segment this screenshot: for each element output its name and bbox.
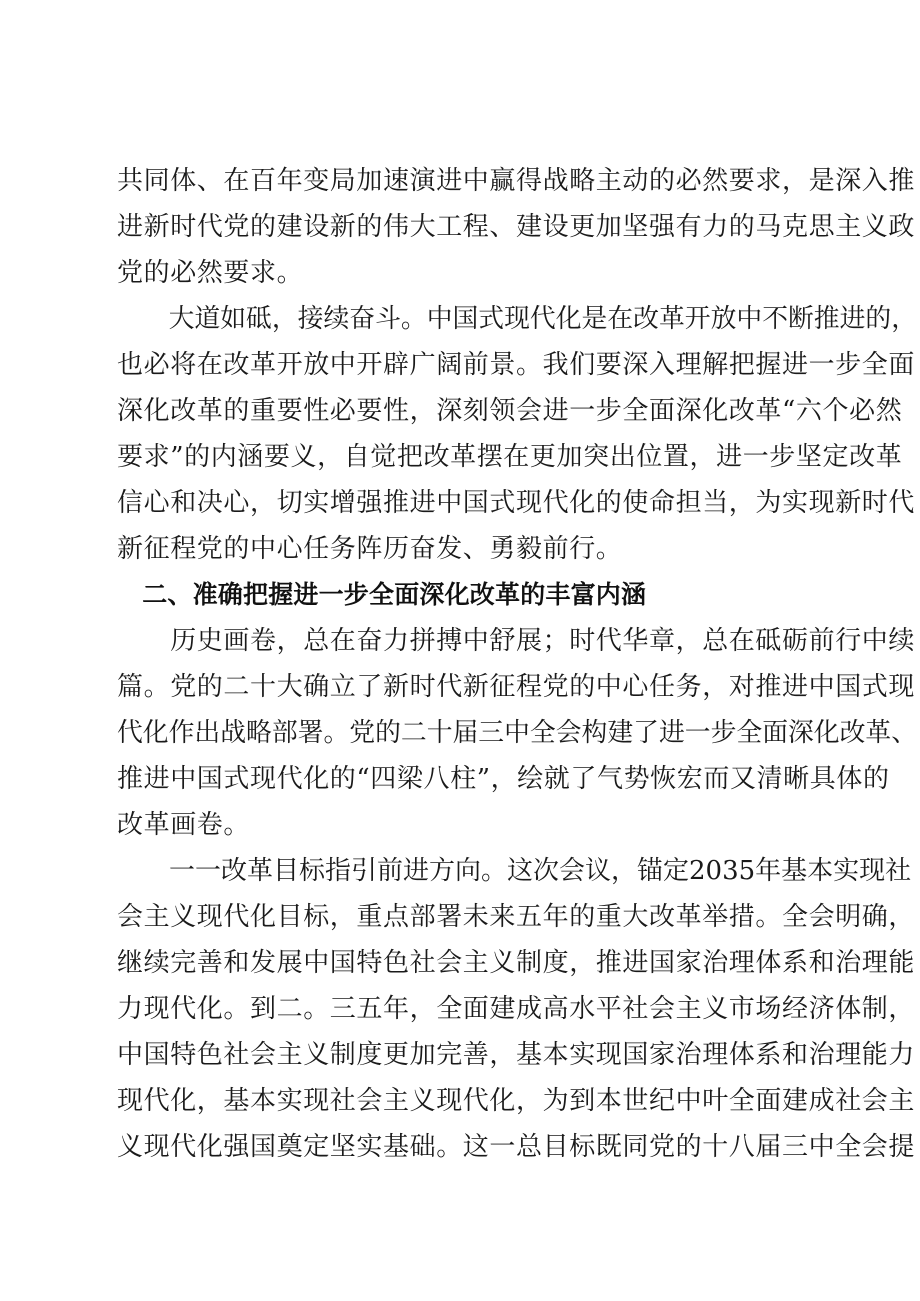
paragraph-line: 新征程党的中心任务阵历奋发、勇毅前行。 bbox=[117, 534, 623, 564]
paragraph-line: 大道如砥，接续奋斗。中国式现代化是在改革开放中不断推进的， bbox=[117, 304, 918, 334]
paragraph-line: 义现代化强国奠定坚实基础。这一总目标既同党的十八届三中全会提 bbox=[117, 1132, 916, 1162]
paragraph-line: 会主义现代化目标，重点部署未来五年的重大改革举措。全会明确， bbox=[117, 902, 916, 932]
paragraph-line: 要求”的内涵要义，自觉把改革摆在更加突出位置，进一步坚定改革 bbox=[117, 442, 903, 472]
paragraph-line: 力现代化。到二。三五年，全面建成高水平社会主义市场经济体制， bbox=[117, 994, 916, 1024]
paragraph-line: 中国特色社会主义制度更加完善，基本实现国家治理体系和治理能力 bbox=[117, 1040, 916, 1070]
paragraph-line: 进新时代党的建设新的伟大工程、建设更加坚强有力的马克思主义政 bbox=[117, 212, 916, 242]
paragraph-line: 信心和决心，切实增强推进中国式现代化的使命担当，为实现新时代 bbox=[117, 488, 916, 518]
paragraph-line: 党的必然要求。 bbox=[117, 258, 304, 288]
paragraph-line: 一一改革目标指引前进方向。这次会议，锚定2035年基本实现社 bbox=[117, 856, 912, 886]
paragraph-line: 篇。党的二十大确立了新时代新征程党的中心任务，对推进中国式现 bbox=[117, 672, 916, 702]
paragraph-line: 深化改革的重要性必要性，深刻领会进一步全面深化改革“六个必然 bbox=[117, 396, 903, 426]
paragraph-line: 继续完善和发展中国特色社会主义制度，推进国家治理体系和治理能 bbox=[117, 948, 916, 978]
paragraph-line: 代化作出战略部署。党的二十届三中全会构建了进一步全面深化改革、 bbox=[117, 718, 918, 748]
paragraph-line: 现代化，基本实现社会主义现代化，为到本世纪中叶全面建成社会主 bbox=[117, 1086, 916, 1116]
paragraph-line: 历史画卷，总在奋力拼搏中舒展；时代华章，总在砥砺前行中续 bbox=[117, 626, 916, 656]
paragraph-line: 也必将在改革开放中开辟广阔前景。我们要深入理解把握进一步全面 bbox=[117, 350, 916, 380]
section-heading: 二、准确把握进一步全面深化改革的丰富内涵 bbox=[117, 580, 647, 609]
paragraph-line: 改革画卷。 bbox=[117, 810, 251, 840]
paragraph-line: 共同体、在百年变局加速演进中赢得战略主动的必然要求，是深入推 bbox=[117, 166, 916, 196]
paragraph-line: 推进中国式现代化的“四梁八柱”，绘就了气势恢宏而又清晰具体的 bbox=[117, 764, 890, 794]
